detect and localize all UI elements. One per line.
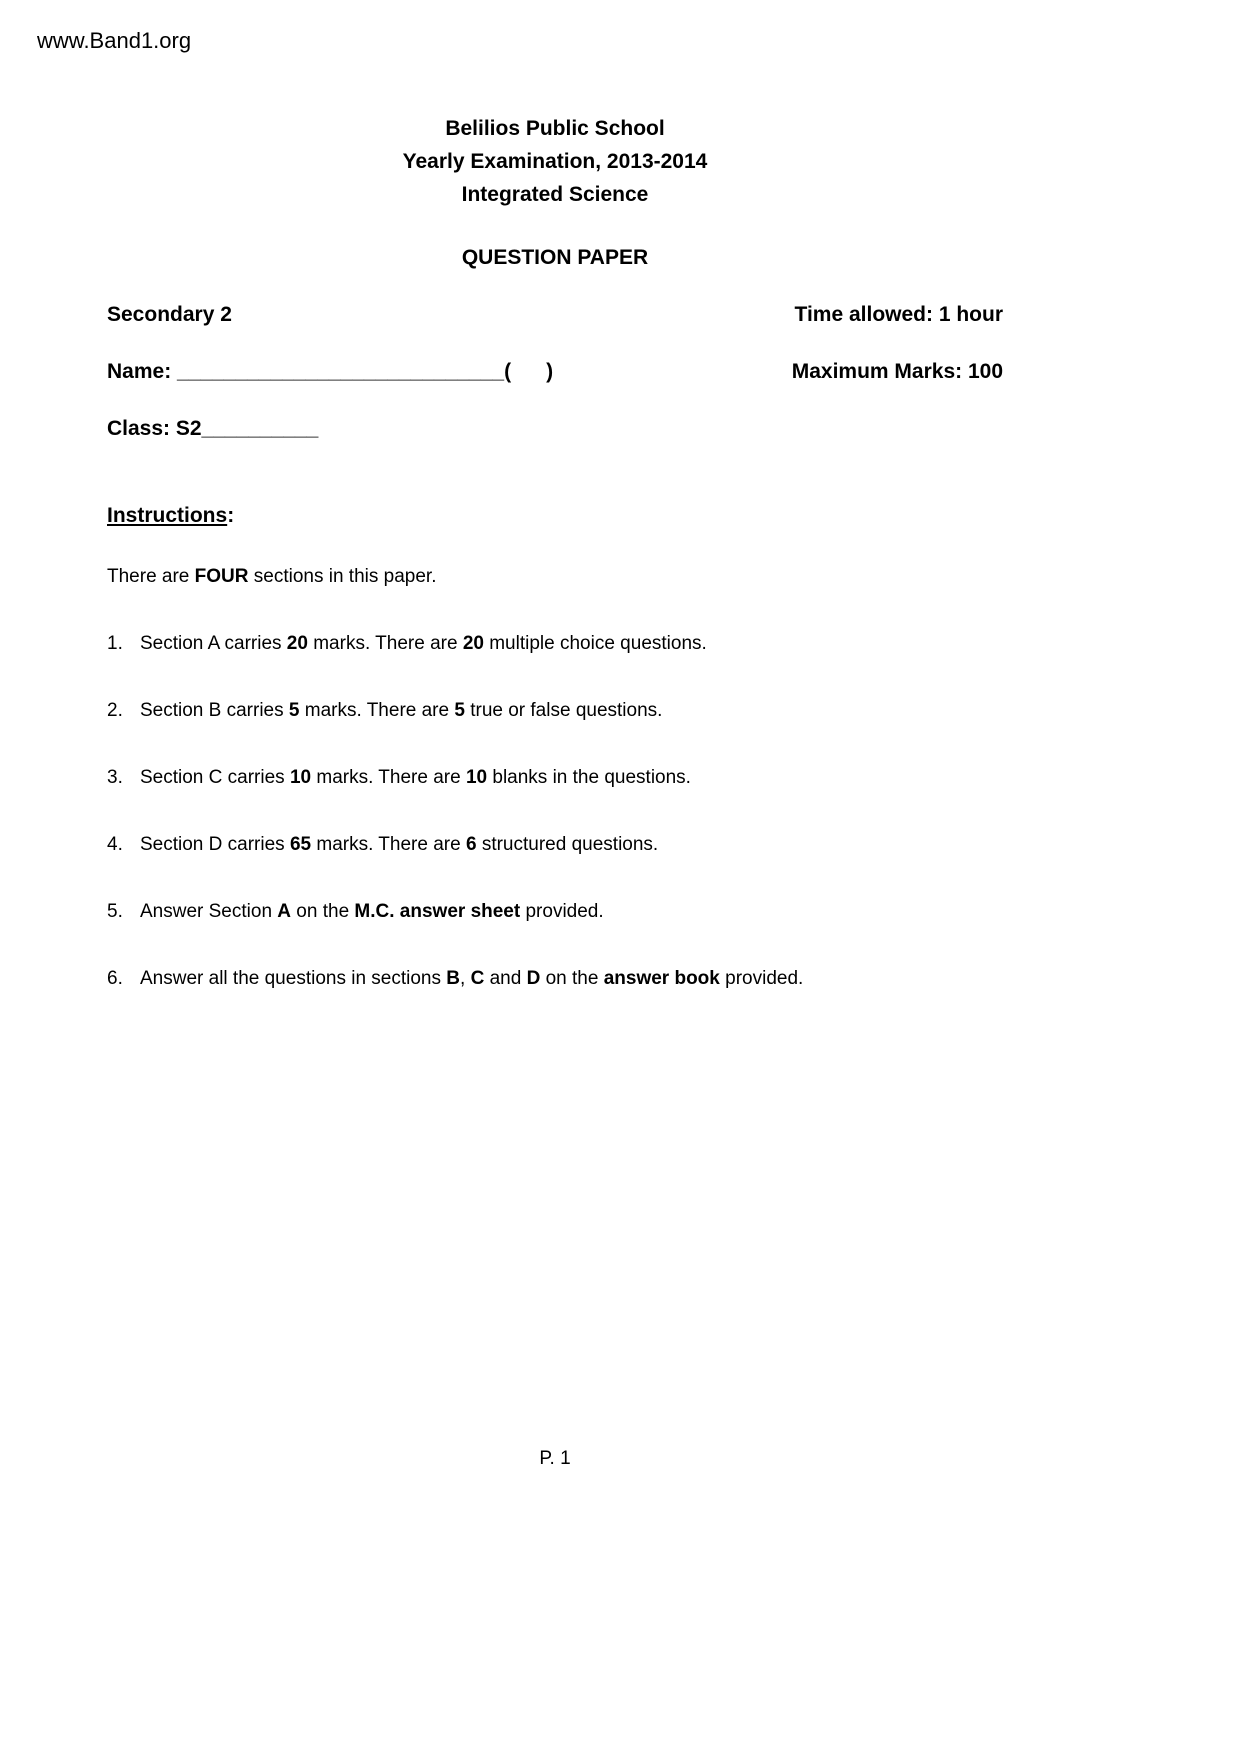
plain-text: provided. [719,968,804,989]
bold-text: 65 [289,834,312,855]
plain-text: , [460,968,471,989]
subject-name: Integrated Science [461,183,649,206]
exam-title: Yearly Examination, 2013-2014 [402,150,708,173]
paper-type-heading: QUESTION PAPER [461,246,649,269]
bold-text: A [277,901,292,922]
instruction-text [140,832,1003,858]
plain-text: Answer Section [140,901,278,922]
instruction-item [107,899,1003,925]
class-field: Class: S2__________ [107,417,319,440]
instruction-number: 3. [107,767,123,788]
instruction-item [107,765,1003,791]
instructions-heading-colon: : [227,504,235,527]
plain-text: There are [107,566,195,587]
instruction-text [140,899,1003,925]
name-label: Name: [107,360,172,383]
instruction-text [140,631,1003,657]
bold-text: 20 [462,633,484,654]
instructions-intro [107,564,1003,590]
plain-text: sections in this paper. [248,566,437,587]
instruction-number: 6. [107,968,123,989]
instruction-number: 5. [107,901,123,922]
instruction-item [107,966,1003,992]
school-name: Belilios Public School [445,117,665,140]
instruction-number: 4. [107,834,123,855]
plain-text: marks. There are [311,767,466,788]
maximum-marks-label: Maximum Marks: 100 [791,360,1003,383]
instruction-item [107,832,1003,858]
instructions-section [107,504,1003,992]
plain-text: Answer all the questions in sections [140,968,447,989]
instructions-list [107,631,1003,992]
title-block [107,0,1003,211]
plain-text: and [484,968,527,989]
plain-text: marks. There are [307,633,463,654]
bold-text: 20 [286,633,308,654]
plain-text: multiple choice questions. [483,633,707,654]
watermark-url: www.Band1.org [37,28,192,53]
bold-text: FOUR [194,566,249,587]
bold-text: D [526,968,541,989]
bold-text: 10 [289,767,312,788]
name-blank-line: ____________________________( ) [177,360,554,383]
bold-text: 10 [465,767,488,788]
instructions-heading-text: Instructions [107,504,228,527]
instruction-text [140,966,1003,992]
plain-text: Section D carries [140,834,290,855]
plain-text: provided. [520,901,604,922]
instructions-heading [107,504,1003,528]
info-row-name [107,360,1003,384]
plain-text: Section C carries [140,767,290,788]
plain-text: Section B carries [140,700,289,721]
instruction-item [107,698,1003,724]
plain-text: marks. There are [299,700,455,721]
plain-text: marks. There are [311,834,466,855]
instruction-item [107,631,1003,657]
bold-text: 6 [465,834,477,855]
instruction-text [140,698,1003,724]
plain-text: blanks in the questions. [487,767,691,788]
info-row-level [107,303,1003,327]
instruction-text [140,765,1003,791]
plain-text: structured questions. [476,834,659,855]
plain-text: on the [291,901,355,922]
instruction-number: 2. [107,700,123,721]
info-row-class [107,417,1003,441]
bold-text: C [470,968,485,989]
bold-text: M.C. answer sheet [354,901,521,922]
plain-text: true or false questions. [464,700,663,721]
name-field [107,360,553,384]
bold-text: 5 [454,700,465,721]
instruction-number: 1. [107,633,123,654]
plain-text: on the [540,968,604,989]
candidate-info [107,303,1003,441]
page-number: P. 1 [539,1448,571,1469]
bold-text: 5 [288,700,300,721]
level-label: Secondary 2 [107,303,232,326]
plain-text: Section A carries [140,633,287,654]
bold-text: B [446,968,461,989]
time-allowed-label: Time allowed: 1 hour [794,303,1003,326]
bold-text: answer book [603,968,720,989]
